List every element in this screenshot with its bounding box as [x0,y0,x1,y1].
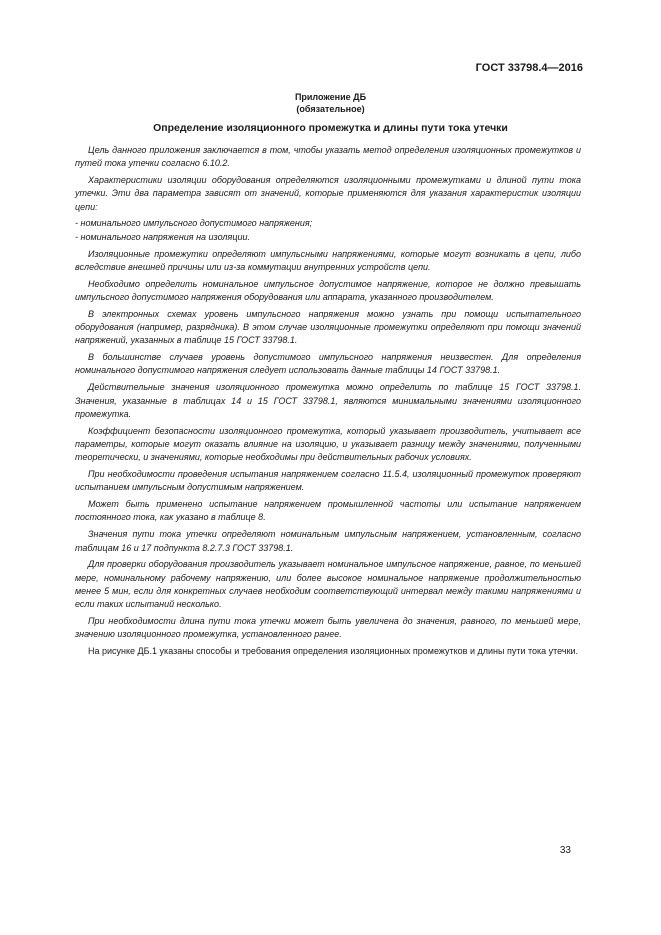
appendix-status: (обязательное) [296,104,365,114]
section-title: Определение изоляционного промежутка и длины пути тока утечки [153,122,508,134]
page-number: 33 [559,845,571,856]
paragraph: Значения пути тока утечки определяют номинальным импульсным напряжением, установленным, согласно таблицам 16 и 17 подпункта 8.2.7.3 ГОСТ 33798.1. [75,529,581,553]
paragraph: При необходимости длина пути тока утечки может быть увеличена до значения, равного, по меньшей мере, значению изоляционного промежутка, установленного ранее. [75,616,581,640]
paragraph: Действительные значения изоляционного промежутка можно определить по таблице 15 ГОСТ 33798.1. Значения, указанные в таблицах 14 и 15 ГОСТ 33798.1, являются минимальными значениями изоляционного промежутка. [75,382,581,419]
paragraph: В большинстве случаев уровень допустимого импульсного напряжения неизвестен. Для определения номинального допустимого напряжения следует использовать данные таблицы 14 ГОСТ 33798.1. [75,352,581,376]
paragraph: Цель данного приложения заключается в том, чтобы указать метод определения изоляционных промежутков и путей тока утечки согласно 6.10.2. [75,145,581,169]
paragraph: На рисунке ДБ.1 указаны способы и требования определения изоляционных промежутков и длины пути тока утечки. [88,646,579,657]
appendix-title: Приложение ДБ [294,92,367,102]
paragraph: Для проверки оборудования производитель указывает номинальное импульсное напряжение, равное, по меньшей мере, номинальному рабочему напряжению, или более высокое номинальное напряжение продолжительностью менее 5 мин, если для конкретных случаев необходим соответствующий интервал между такими напряжениями и если таких испытаний несколько. [75,559,581,610]
paragraph: В электронных схемах уровень импульсного напряжения можно узнать при помощи испытательного оборудования (например, разрядника). В этом случае изоляционные промежутки определяют при помощи значений напряжений, указанных в таблице 15 ГОСТ 33798.1. [75,308,581,346]
list-item: - номинального напряжения на изоляции. [75,231,250,242]
body-text [75,144,581,662]
paragraph: Изоляционные промежутки определяют импульсными напряжениями, которые могут возникать в цепи, либо вследствие внешней причины или из-за коммутации внутренних устройств цепи. [75,248,581,272]
document-code: ГОСТ 33798.4—2016 [475,62,583,74]
paragraph: Характеристики изоляции оборудования определяются изоляционными промежутками и длиной пути тока утечки. Эти два параметра зависят от значений, которые применяются для указания характеристик изоляции цепи: [75,175,581,212]
paragraph: Может быть применено испытание напряжением промышленной частоты или испытание напряжением постоянного тока, как указано в таблице 8. [75,499,581,523]
paragraph: Необходимо определить номинальное импульсное допустимое напряжение, которое не должно превышать импульсного допустимого напряжения оборудования или аппарата, указанного производителем. [75,278,581,302]
paragraph: При необходимости проведения испытания напряжением согласно 11.5.4, изоляционный промежуток проверяют испытанием импульсным допустимым напряжением. [75,469,581,493]
appendix-heading [0,91,661,115]
paragraph: Коэффициент безопасности изоляционного промежутка, который указывает производитель, учитывает все параметры, которые могут оказать влияние на изоляцию, и указывает разницу между значениями, полученными теоретически, и значениями, которые необходимы при действительных рабочих условиях. [75,425,581,463]
list-item: - номинального импульсного допустимого напряжения; [75,218,313,229]
